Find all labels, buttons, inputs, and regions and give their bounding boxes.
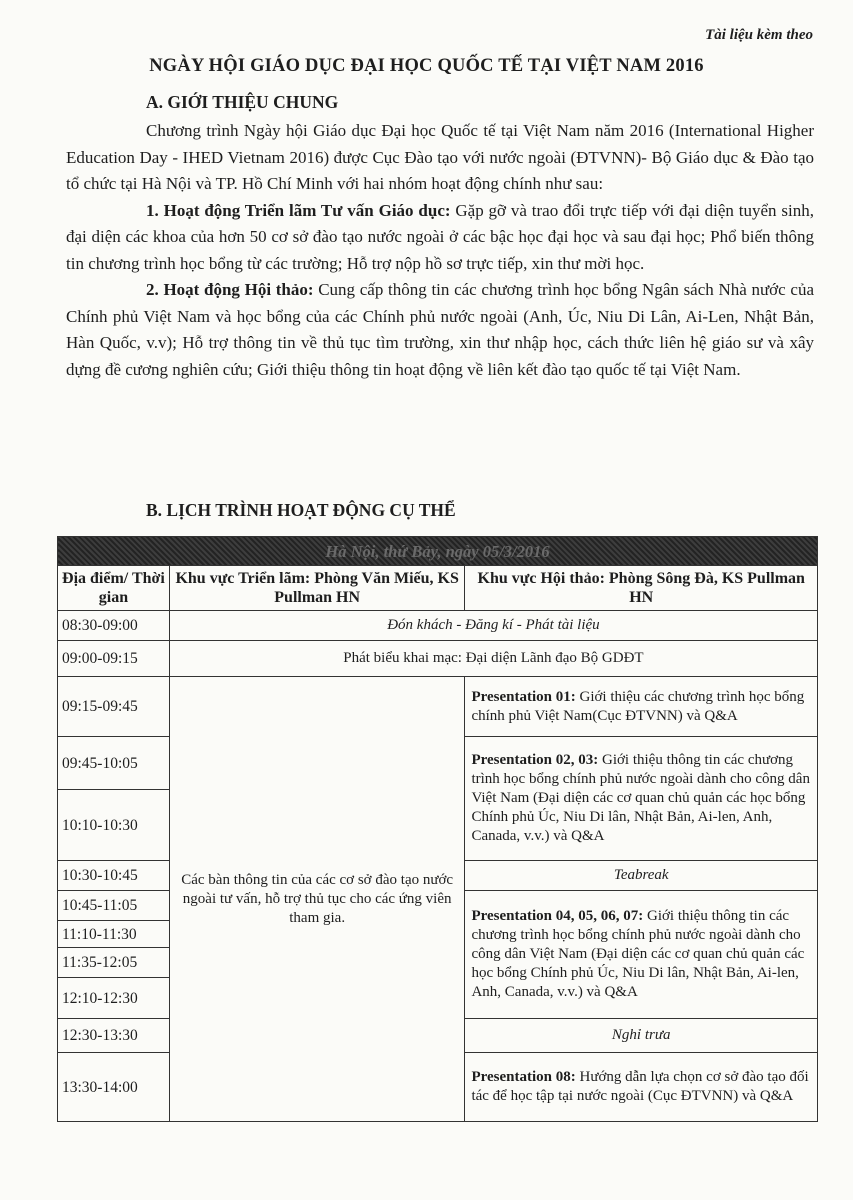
presentation-08-text: Hướng dẫn lựa chọn cơ sở đào tạo đối tác để học tập tại nước ngoài (Cục ĐTVNN) và Q&A: [471, 1069, 809, 1104]
header-exhibition: Khu vực Triển lãm: Phòng Văn Miếu, KS Pullman HN: [169, 566, 465, 611]
activity-1-text: Gặp gỡ và trao đổi trực tiếp với đại diện tuyển sinh, đại diện các khoa của hơn 50 cơ sở đào tạo nước ngoài ở các bậc học đại học và sau đại học; Phổ biến thông tin chương trình học bổng từ các trường; Hỗ trợ nộp hồ sơ trực tiếp, xin thư mời học.: [66, 200, 814, 273]
presentation-08-label: Presentation 08:: [471, 1069, 576, 1085]
time-cell: 11:35-12:05: [58, 948, 170, 978]
time-cell: 11:10-11:30: [58, 921, 170, 948]
attachment-note: Tài liệu kèm theo: [705, 27, 813, 43]
opening-cell: Phát biểu khai mạc: Đại diện Lãnh đạo Bộ GDĐT: [169, 641, 817, 677]
presentation-01-label: Presentation 01:: [471, 688, 576, 705]
presentation-01-text: Giới thiệu các chương trình học bổng chính phủ Việt Nam(Cục ĐTVNN) và Q&A: [471, 688, 805, 724]
schedule-date: Hà Nội, thứ Bảy, ngày 05/3/2016: [325, 541, 550, 561]
presentation-04-label: Presentation 04, 05, 06, 07:: [471, 908, 644, 924]
time-cell: 10:10-10:30: [58, 790, 170, 861]
header-seminar: Khu vực Hội thảo: Phòng Sông Đà, KS Pullman HN: [465, 566, 818, 611]
teabreak-cell: Teabreak: [465, 861, 818, 891]
lunch-cell: Nghỉ trưa: [465, 1019, 818, 1053]
welcome-cell: Đón khách - Đăng kí - Phát tài liệu: [169, 611, 817, 641]
schedule-banner: [58, 537, 818, 566]
section-a-heading: A. GIỚI THIỆU CHUNG: [146, 92, 339, 112]
schedule-banner-row: [58, 537, 818, 566]
time-cell: 09:45-10:05: [58, 737, 170, 790]
header-time: Địa điểm/ Thời gian: [58, 566, 170, 611]
time-cell: 10:30-10:45: [58, 861, 170, 891]
time-cell: 10:45-11:05: [58, 891, 170, 921]
activity-1-paragraph: [66, 198, 814, 278]
activity-1-label: 1. Hoạt động Triển lãm Tư vấn Giáo dục:: [146, 200, 451, 220]
time-cell: 12:30-13:30: [58, 1019, 170, 1053]
table-row: [58, 677, 818, 737]
activity-2-text: Cung cấp thông tin các chương trình học bổng Ngân sách Nhà nước của Chính phủ Việt Nam và học bổng của các Chính phủ nước ngoài (Anh, Úc, Niu Di Lân, Ai-Len, Nhật Bản, Hàn Quốc, v.v); Hỗ trợ thông tin về thủ tục tìm trường, xin thư nhập học, cách thức liên hệ giáo sư và xây dựng đề cương nghiên cứu; Giới thiệu thông tin hoạt động về liên kết đào tạo quốc tế tại Việt Nam.: [66, 280, 814, 379]
activity-2-label: 2. Hoạt động Hội thảo:: [146, 280, 314, 299]
presentation-02-label: Presentation 02, 03:: [471, 752, 599, 768]
exhibition-cell: Các bàn thông tin của các cơ sở đào tạo nước ngoài tư vấn, hỗ trợ thủ tục cho các ứng viên tham gia.: [169, 677, 465, 1122]
time-cell: 12:10-12:30: [58, 978, 170, 1019]
time-cell: 09:15-09:45: [58, 677, 170, 737]
section-b-heading: B. LỊCH TRÌNH HOẠT ĐỘNG CỤ THỂ: [146, 500, 456, 520]
presentation-04-text: Giới thiệu thông tin các chương trình học bổng chính phủ nước ngoài dành cho công dân Việt Nam (Đại diện các cơ quan chủ quản các học bổng Chính phủ Úc, Niu Di lân, Nhật Bản, Ai-len, Anh, Canada, v.v.) và Q&A: [471, 908, 805, 1000]
time-cell: 09:00-09:15: [58, 641, 170, 677]
presentation-08-cell: [465, 1053, 818, 1122]
time-cell: 13:30-14:00: [58, 1053, 170, 1122]
intro-paragraph: Chương trình Ngày hội Giáo dục Đại học Quốc tế tại Việt Nam năm 2016 (International Higher Education Day - IHED Vietnam 2016) được Cục Đào tạo với nước ngoài (ĐTVNN)- Bộ Giáo dục & Đào tạo tổ chức tại Hà Nội và TP. Hồ Chí Minh với hai nhóm hoạt động chính như sau:: [66, 121, 814, 193]
schedule-table: [57, 536, 818, 1122]
presentation-02-text: Giới thiệu thông tin các chương trình học bổng chính phủ nước ngoài dành cho công dân Việt Nam (Đại diện các cơ quan chủ quản các học bổng Chính phủ Úc, Niu Di lân, Nhật Bản, Ai-len, Anh, Canada, v.v.) và Q&A: [471, 752, 810, 844]
presentation-02-cell: [465, 737, 818, 861]
table-row: [58, 641, 818, 677]
activity-2-paragraph: [66, 277, 814, 383]
presentation-01-cell: [465, 677, 818, 737]
page-title: NGÀY HỘI GIÁO DỤC ĐẠI HỌC QUỐC TẾ TẠI VIỆT NAM 2016: [149, 56, 704, 76]
table-row: [58, 611, 818, 641]
section-a-body: [66, 118, 814, 383]
table-header-row: [58, 566, 818, 611]
time-cell: 08:30-09:00: [58, 611, 170, 641]
presentation-04-cell: [465, 891, 818, 1019]
